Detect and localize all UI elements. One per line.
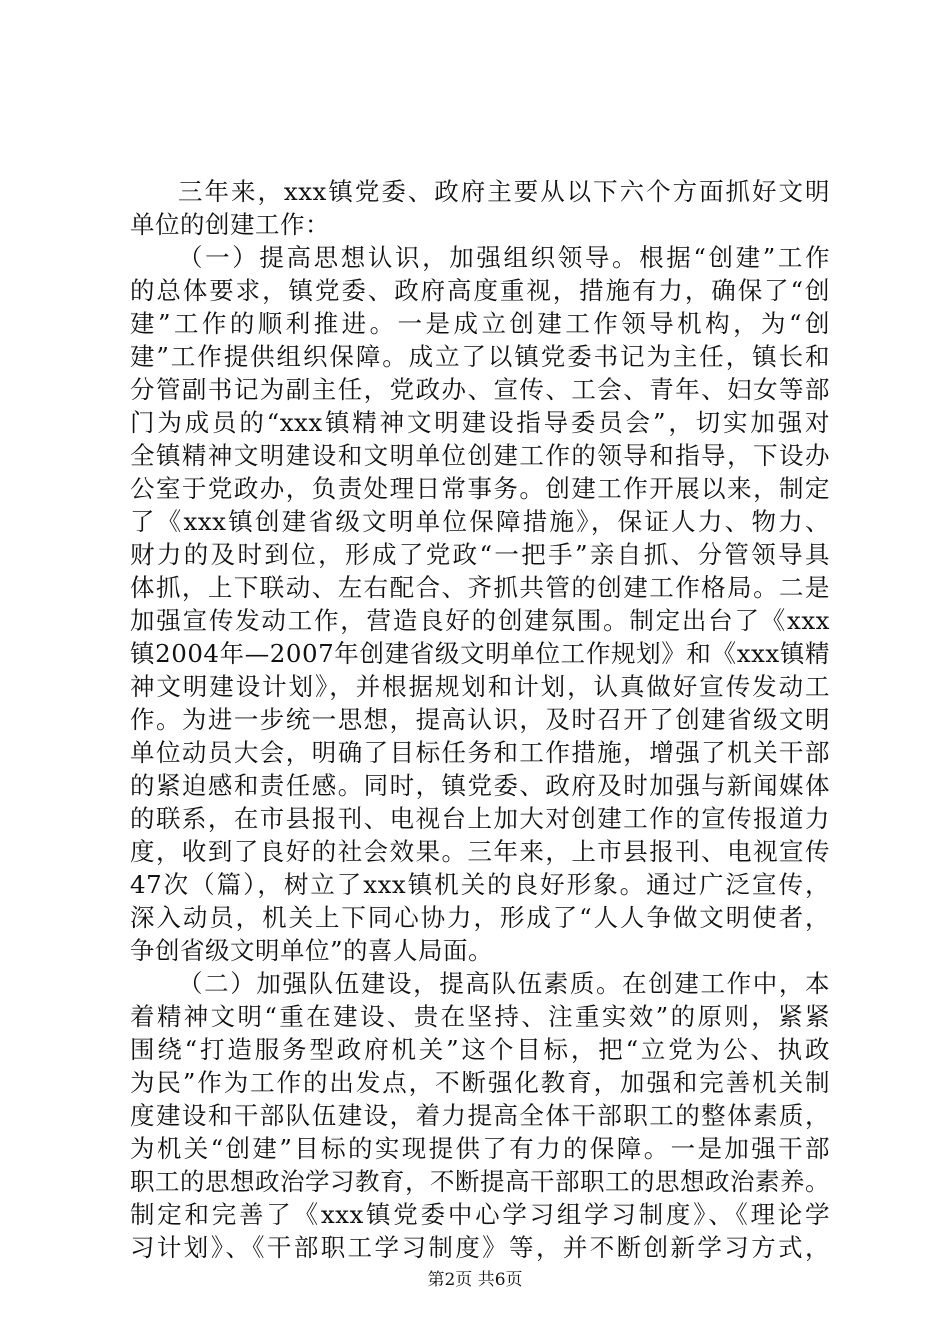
text-line: 全镇精神文明建设和文明单位创建工作的领导和指导，下设办	[130, 441, 830, 470]
text-line: 为机关“创建”目标的实现提供了有力的保障。一是加强干部	[130, 1134, 830, 1163]
text-line: 度建设和干部队伍建设，着力提高全体干部职工的整体素质，	[130, 1101, 830, 1130]
text-line: 加强宣传发动工作，营造良好的创建氛围。制定出台了《xxx	[130, 606, 830, 635]
text-line: 47次（篇），树立了xxx镇机关的良好形象。通过广泛宣传，	[130, 870, 830, 899]
text-line: 着精神文明“重在建设、贵在坚持、注重实效”的原则，紧紧	[130, 1002, 830, 1031]
text-line: 深入动员，机关上下同心协力，形成了“人人争做文明使者，	[130, 903, 830, 932]
text-line: 度，收到了良好的社会效果。三年来，上市县报刊、电视宣传	[130, 837, 830, 866]
text-line: 制定和完善了《xxx镇党委中心学习组学习制度》、《理论学	[130, 1200, 830, 1229]
text-line: 镇2004年—2007年创建省级文明单位工作规划》和《xxx镇精	[130, 639, 830, 668]
text-line: 围绕“打造服务型政府机关”这个目标，把“立党为公、执政	[130, 1035, 830, 1064]
text-line: 作。为进一步统一思想，提高认识，及时召开了创建省级文明	[130, 705, 830, 734]
text-line: 建”工作提供组织保障。成立了以镇党委书记为主任，镇长和	[130, 342, 830, 371]
text-line: 职工的思想政治学习教育，不断提高干部职工的思想政治素养。	[130, 1167, 830, 1196]
text-line: 分管副书记为副主任，党政办、宣传、工会、青年、妇女等部	[130, 375, 830, 404]
text-line: 的联系，在市县报刊、电视台上加大对创建工作的宣传报道力	[130, 804, 830, 833]
text-line: 习计划》、《干部职工学习制度》等，并不断创新学习方式，	[130, 1233, 830, 1262]
text-line: 了《xxx镇创建省级文明单位保障措施》，保证人力、物力、	[130, 507, 830, 536]
text-line: 建”工作的顺利推进。一是成立创建工作领导机构，为“创	[130, 309, 830, 338]
text-line: 神文明建设计划》，并根据规划和计划，认真做好宣传发动工	[130, 672, 830, 701]
page-number-footer: 第2页 共6页	[427, 1270, 523, 1290]
text-line: （一）提高思想认识，加强组织领导。根据“创建”工作	[178, 243, 830, 272]
text-line: 争创省级文明单位”的喜人局面。	[130, 936, 494, 965]
text-line: 体抓，上下联动、左右配合、齐抓共管的创建工作格局。二是	[130, 573, 830, 602]
text-line: 单位的创建工作：	[130, 210, 330, 239]
text-line: 公室于党政办，负责处理日常事务。创建工作开展以来，制定	[130, 474, 830, 503]
text-line: 的总体要求，镇党委、政府高度重视，措施有力，确保了“创	[130, 276, 830, 305]
text-line: 为民”作为工作的出发点，不断强化教育，加强和完善机关制	[130, 1068, 830, 1097]
text-line: 门为成员的“xxx镇精神文明建设指导委员会”，切实加强对	[130, 408, 830, 437]
text-line: 财力的及时到位，形成了党政“一把手”亲自抓、分管领导具	[130, 540, 830, 569]
text-line: 三年来，xxx镇党委、政府主要从以下六个方面抓好文明	[178, 177, 830, 206]
text-line: 单位动员大会，明确了目标任务和工作措施，增强了机关干部	[130, 738, 830, 767]
text-line: 的紧迫感和责任感。同时，镇党委、政府及时加强与新闻媒体	[130, 771, 830, 800]
text-line: （二）加强队伍建设，提高队伍素质。在创建工作中，本	[178, 969, 830, 998]
